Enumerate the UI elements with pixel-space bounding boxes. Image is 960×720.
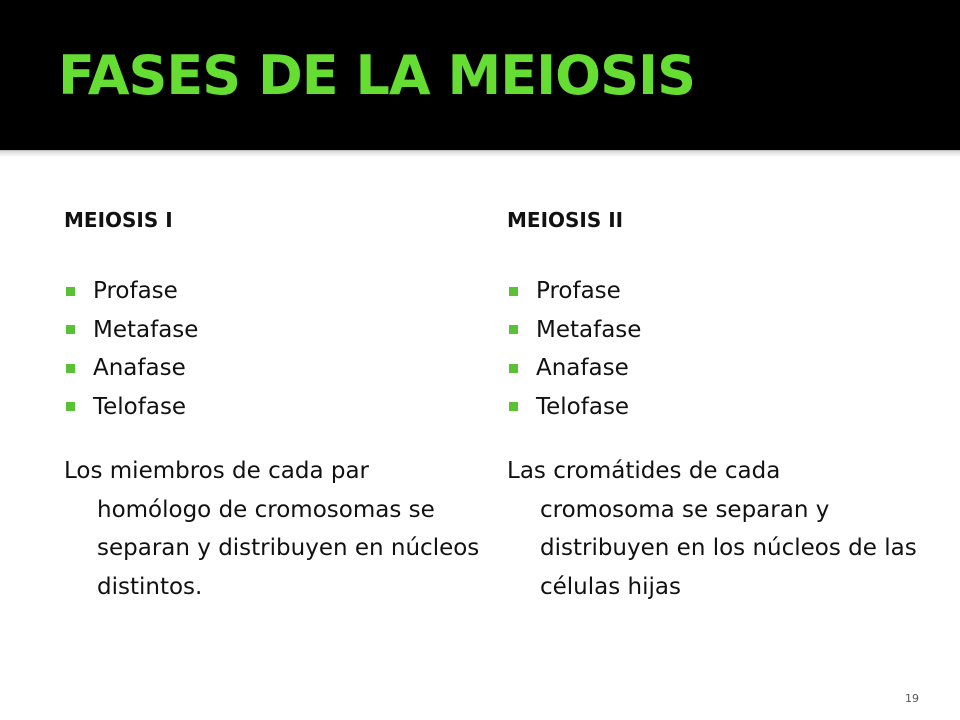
green-square-bullet-icon [509,402,518,411]
phase-item [64,272,464,311]
phase-list [64,272,464,426]
column-heading: MEIOSIS I [64,208,173,232]
phase-label: Anafase [536,355,629,382]
column-meiosis-1 [64,204,480,606]
phase-label: Telofase [536,393,630,420]
page-number: 19 [905,692,919,705]
phase-item [507,272,907,311]
slide-title: FASES DE LA MEIOSIS [58,44,695,107]
title-divider [0,150,960,157]
phase-label: Metafase [93,316,199,343]
phase-label: Profase [93,278,178,305]
column-meiosis-2 [507,204,917,606]
phase-item [64,311,464,350]
column-description: Los miembros de cada par homólogo de cromosomas se separan y distribuyen en núcleos distintos. [64,458,480,600]
phase-label: Metafase [536,316,642,343]
green-square-bullet-icon [66,287,75,296]
phase-item [64,349,464,388]
phase-item [507,311,907,350]
phase-label: Telofase [93,393,187,420]
green-square-bullet-icon [66,402,75,411]
green-square-bullet-icon [509,364,518,373]
column-heading: MEIOSIS II [507,208,624,232]
phase-item [507,349,907,388]
phase-label: Anafase [93,355,186,382]
green-square-bullet-icon [509,287,518,296]
phase-item [507,388,907,427]
phase-list [507,272,907,426]
phase-item [64,388,464,427]
phase-label: Profase [536,278,621,305]
green-square-bullet-icon [66,325,75,334]
green-square-bullet-icon [66,364,75,373]
green-square-bullet-icon [509,325,518,334]
column-description: Las cromátides de cada cromosoma se separan y distribuyen en los núcleos de las células hijas [507,458,917,600]
